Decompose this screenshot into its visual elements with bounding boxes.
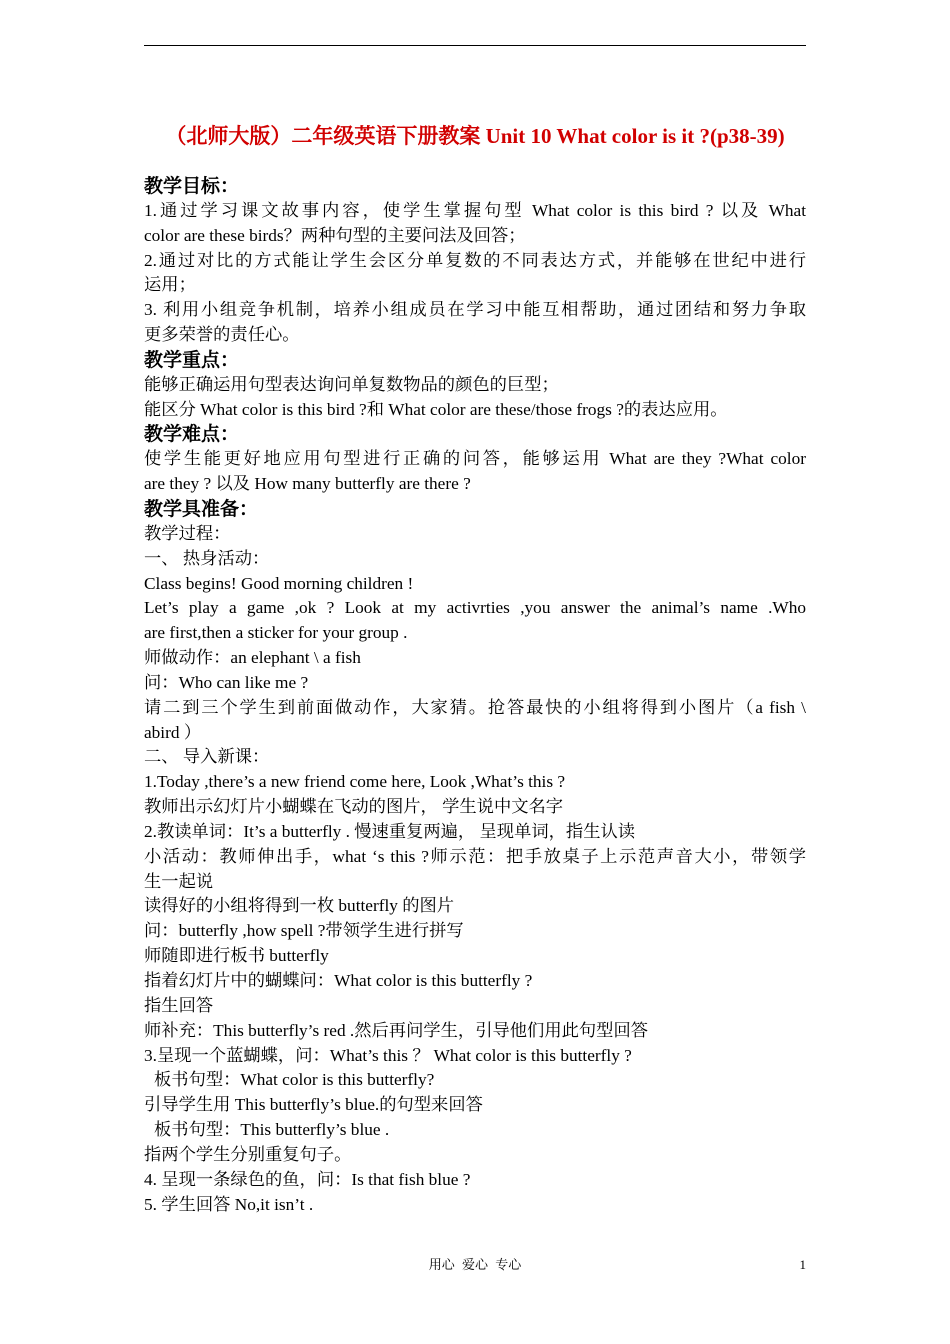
body-line: 1.通过学习课文故事内容，使学生掌握句型 What color is this bird ? 以及 What (144, 200, 806, 220)
body-line: 引导学生用 This butterfly’s blue.的句型来回答 (144, 1095, 483, 1115)
body-line: 指两个学生分别重复句子。 (144, 1144, 352, 1164)
section-heading: 教学具准备： (144, 497, 259, 520)
body-line: 1.Today ,there’s a new friend come here, Look ,What’s this ? (144, 772, 566, 792)
body-line: 一、 热身活动： (144, 548, 270, 568)
body-line: 更多荣誉的责任心。 (144, 325, 300, 345)
document-title: （北师大版）二年级英语下册教案 Unit 10 What color is it ?(p38-39) (165, 124, 785, 148)
body-line: 二、 导入新课： (144, 747, 270, 767)
page-number: 1 (799, 1257, 806, 1272)
body-line: 运用； (144, 275, 196, 295)
body-line: 指着幻灯片中的蝴蝶问：What color is this butterfly ? (144, 971, 533, 990)
body-line: 请二到三个学生到前面做动作，大家猜。抢答最快的小组将得到小图片（a fish \ (144, 697, 806, 717)
body-line: 能区分 What color is this bird ?和 What color are these/those frogs ?的表达应用。 (144, 399, 728, 419)
body-line: 5. 学生回答 No,it isn’t . (144, 1194, 314, 1214)
board-sentence-line: 板书句型：What color is this butterfly? (154, 1070, 435, 1090)
document-body (144, 174, 806, 1217)
body-line: 师随即进行板书 butterfly (144, 946, 329, 966)
section-heading: 教学目标： (144, 175, 240, 197)
body-line: 3.呈现一个蓝蝴蝶，问：What’s this ？ What color is this butterfly ? (144, 1045, 632, 1065)
section-heading: 教学难点： (144, 423, 240, 446)
body-line: 问：butterfly ,how spell ?带领学生进行拼写 (144, 921, 464, 941)
body-line: 指生回答 (144, 995, 214, 1015)
body-line: 生一起说 (144, 871, 214, 891)
body-line: are first,then a sticker for your group . (144, 623, 408, 643)
section-heading: 教学重点： (144, 348, 240, 371)
body-line: 2.通过对比的方式能让学生会区分单复数的不同表达方式，并能够在世纪中进行 (144, 250, 806, 270)
body-line: 读得好的小组将得到一枚 butterfly 的图片 (144, 896, 455, 916)
body-line: Class begins! Good morning children ! (144, 573, 414, 593)
body-line: 教学过程： (144, 523, 231, 543)
body-line: 使学生能更好地应用句型进行正确的问答，能够运用 What are they ?What color (144, 449, 806, 469)
header-rule (144, 45, 806, 46)
body-line: color are these birds？两种句型的主要问法及回答； (144, 225, 526, 245)
body-line: abird ） (144, 722, 202, 742)
body-line: 能够正确运用句型表达询问单复数物品的颜色的巨型； (144, 374, 559, 394)
body-line: 4. 呈现一条绿色的鱼，问：Is that fish blue ? (144, 1169, 471, 1189)
body-line: 3. 利用小组竞争机制，培养小组成员在学习中能互相帮助，通过团结和努力争取 (144, 300, 806, 320)
footer-motto: 用心 爱心 专心 (428, 1257, 522, 1272)
board-sentence-line: 板书句型：This butterfly’s blue . (154, 1120, 390, 1140)
body-line: Let’s play a game ,ok ? Look at my activrties ,you answer the animal’s name .Who (144, 598, 806, 618)
body-line: 师做动作：an elephant \ a fish (144, 648, 361, 668)
body-line: 师补充：This butterfly’s red .然后再问学生，引导他们用此句型回答 (144, 1020, 649, 1040)
body-line: 2.教读单词：It’s a butterfly . 慢速重复两遍， 呈现单词，指生认读 (144, 821, 636, 841)
body-line: 教师出示幻灯片小蝴蝶在飞动的图片， 学生说中文名字 (144, 797, 564, 817)
body-line: are they ? 以及 How many butterfly are there ? (144, 474, 471, 494)
body-line: 问：Who can like me ? (144, 672, 309, 692)
body-line: 小活动：教师伸出手，what ‘s this ?师示范：把手放桌子上示范声音大小，带领学 (144, 846, 806, 866)
